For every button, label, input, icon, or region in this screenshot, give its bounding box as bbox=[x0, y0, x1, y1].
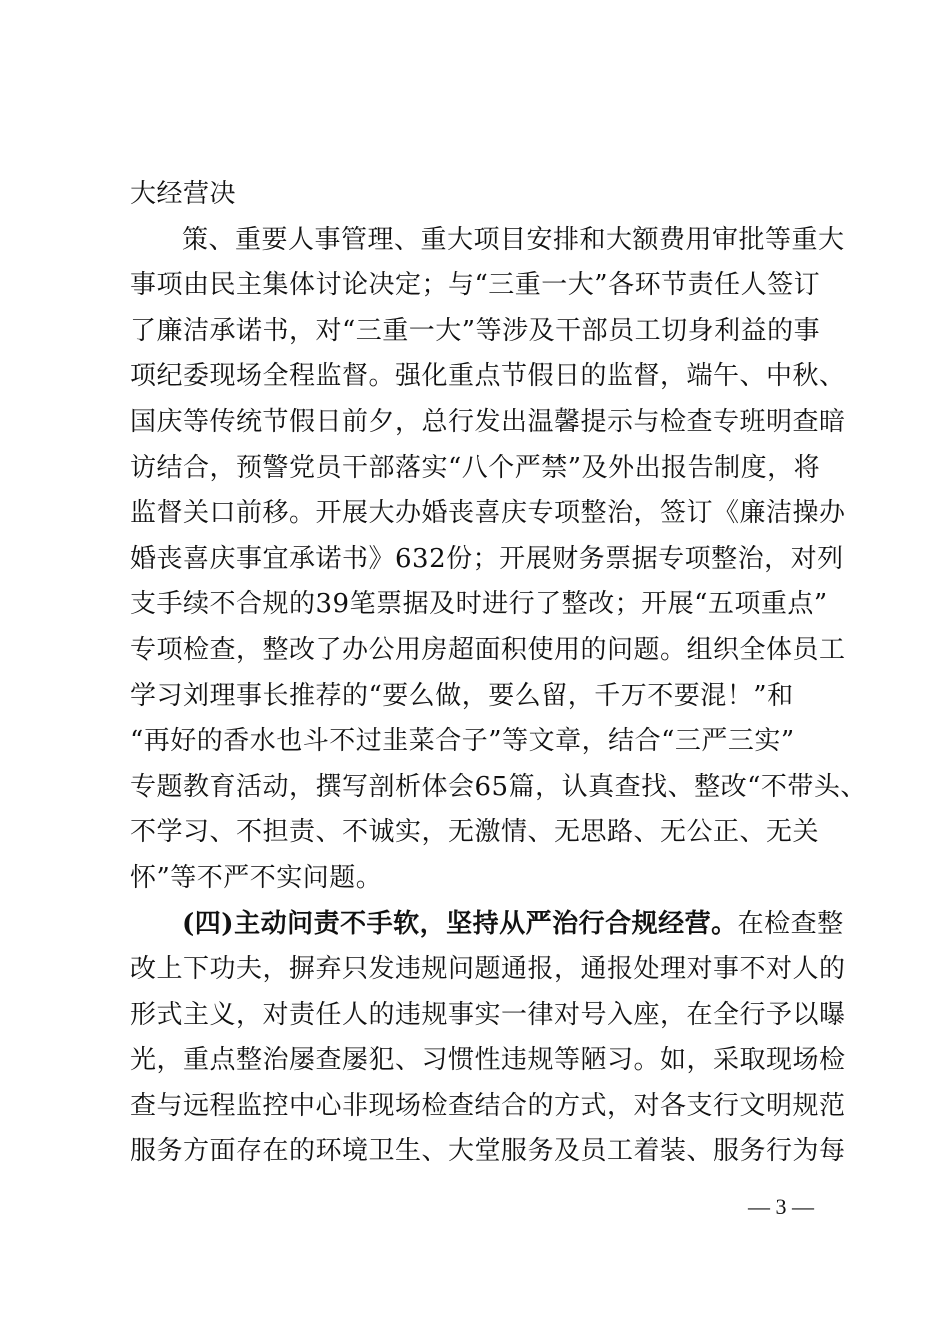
text-line: 不学习、不担责、不诚实，无激情、无思路、无公正、无关 bbox=[130, 817, 820, 848]
text-line: 专项检查，整改了办公用房超面积使用的问题。组织全体员工 bbox=[130, 634, 846, 665]
text-line: 大经营决 bbox=[130, 179, 237, 209]
text-line: 事项由民主集体讨论决定；与“三重一大”各环节责任人签订 bbox=[130, 270, 821, 301]
text-line: 光，重点整治屡查屡犯、习惯性违规等陋习。如，采取现场检 bbox=[130, 1045, 846, 1076]
text-line: 项纪委现场全程监督。强化重点节假日的监督，端午、中秋、 bbox=[130, 361, 846, 392]
text-line: 支手续不合规的39笔票据及时进行了整改；开展“五项重点” bbox=[130, 589, 828, 620]
text-line: 查与远程监控中心非现场检查结合的方式，对各支行文明规范 bbox=[130, 1090, 846, 1121]
text-line: 专题教育活动，撰写剖析体会65篇，认真查找、整改“不带头、 bbox=[130, 771, 867, 802]
text-line: 形式主义，对责任人的违规事实一律对号入座，在全行予以曝 bbox=[130, 999, 846, 1030]
text-line: 了廉洁承诺书，对“三重一大”等涉及干部员工切身利益的事 bbox=[130, 315, 821, 346]
text-line: 访结合，预警党员干部落实“八个严禁”及外出报告制度，将 bbox=[130, 452, 821, 483]
section-heading: (四)主动问责不手软，坚持从严治行合规经营。 bbox=[182, 908, 738, 939]
text-line: 婚丧喜庆事宜承诺书》632份；开展财务票据专项整治，对列 bbox=[130, 543, 844, 574]
text-line: 怀”等不严不实问题。 bbox=[130, 862, 383, 893]
page-number: — 3 — bbox=[748, 1194, 814, 1219]
text-line: 监督关口前移。开展大办婚丧喜庆专项整治，签订《廉洁操办 bbox=[130, 498, 846, 529]
text-line: 国庆等传统节假日前夕，总行发出温馨提示与检查专班明查暗 bbox=[130, 406, 846, 437]
text-line: “再好的香水也斗不过韭菜合子”等文章，结合“三严三实” bbox=[130, 726, 795, 757]
text-line: 学习刘理事长推荐的“要么做，要么留，千万不要混！”和 bbox=[130, 680, 794, 711]
paragraph-start-line: 策、重要人事管理、重大项目安排和大额费用审批等重大 bbox=[182, 224, 845, 255]
body-text bbox=[130, 172, 867, 1175]
text-line: 服务方面存在的环境卫生、大堂服务及员工着装、服务行为每 bbox=[130, 1136, 846, 1167]
section-heading-line bbox=[130, 902, 844, 948]
section-heading-continuation: 在检查整 bbox=[737, 908, 844, 939]
text-line: 改上下功夫，摒弃只发违规问题通报，通报处理对事不对人的 bbox=[130, 954, 846, 985]
